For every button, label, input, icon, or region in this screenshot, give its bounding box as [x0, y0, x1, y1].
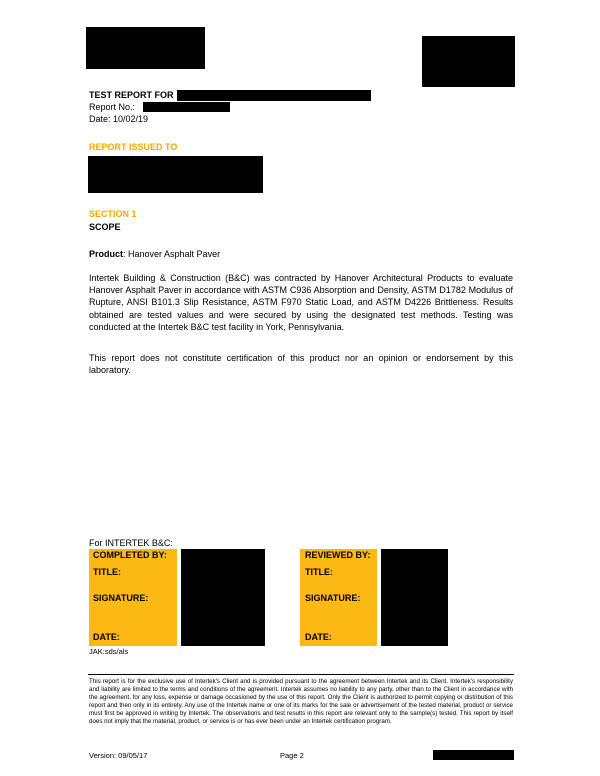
reviewed-date-label: DATE:: [305, 632, 332, 642]
report-number-redaction: [143, 102, 230, 112]
scope-paragraph: Intertek Building & Construction (B&C) was contracted by Hanover Architectural Products to evaluate Hanover Asphalt Paver in accordance with ASTM C936 Absorption and Density, ASTM D1782 Modulus of Rupture, ANSI B101.3 Slip Resistance, ASTM F970 Static Load, and ASTM D4226 Brittleness. Results obtained are tested values and were secured by using the designated test methods. Testing was conducted at the Intertek B&C test facility in York, Pennsylvania.: [89, 273, 513, 332]
version-label: Version: 09/05/17: [89, 751, 148, 760]
footer-rule: [88, 674, 514, 675]
completed-date-label: DATE:: [93, 632, 120, 642]
report-issued-to-heading: REPORT ISSUED TO: [89, 142, 178, 152]
for-intertek-label: For INTERTEK B&C:: [89, 538, 173, 548]
completed-by-label: COMPLETED BY:: [93, 550, 167, 560]
page-number: Page 2: [280, 751, 304, 760]
reviewed-signature-label: SIGNATURE:: [305, 593, 361, 603]
issued-to-redaction: [88, 156, 263, 193]
report-number-label: Report No.:: [89, 102, 136, 112]
product-label: Product: [89, 249, 124, 259]
section-number: SECTION 1: [89, 209, 137, 219]
footer-redaction: [433, 750, 514, 760]
client-name-redaction: [177, 90, 371, 101]
completed-title-label: TITLE:: [93, 567, 121, 577]
report-date: Date: 10/02/19: [89, 114, 149, 124]
reviewed-by-redaction: [381, 549, 448, 646]
initials: JAK:sds/als: [89, 647, 129, 656]
test-report-label: TEST REPORT FOR: [89, 90, 174, 100]
logo-redaction-left: [86, 27, 205, 69]
completed-signature-label: SIGNATURE:: [93, 593, 149, 603]
section-title: SCOPE: [89, 222, 121, 232]
footer-disclaimer: This report is for the exclusive use of Intertek's Client and is provided pursuant to the agreement between Intertek and its Client. Intertek's responsibility and liability are limited to the terms and conditions of the agreement. Intertek assumes no liability to any party, other than to the Client in accordance with the agreement, for any loss, expense or damage occasioned by the use of this report. Only the Client is authorized to permit copying or distribution of this report and then only in its entirety. Any use of the Intertek name or one of its marks for the sale or advertisement of the tested material, product or service must first be approved in writing by Intertek. The observations and test results in this report are relevant only to the sample(s) tested. This report by itself does not imply that the material, product, or service is or has ever been under an Intertek certification program.: [89, 678, 513, 726]
disclaimer-paragraph: This report does not constitute certification of this product nor an opinion or endorsement by this laboratory.: [89, 353, 513, 376]
product-value: : Hanover Asphalt Paver: [123, 249, 221, 259]
product-line: [89, 248, 220, 260]
logo-redaction-right: [422, 36, 515, 87]
reviewed-by-label: REVIEWED BY:: [305, 550, 371, 560]
completed-by-redaction: [181, 549, 265, 646]
reviewed-title-label: TITLE:: [305, 567, 333, 577]
